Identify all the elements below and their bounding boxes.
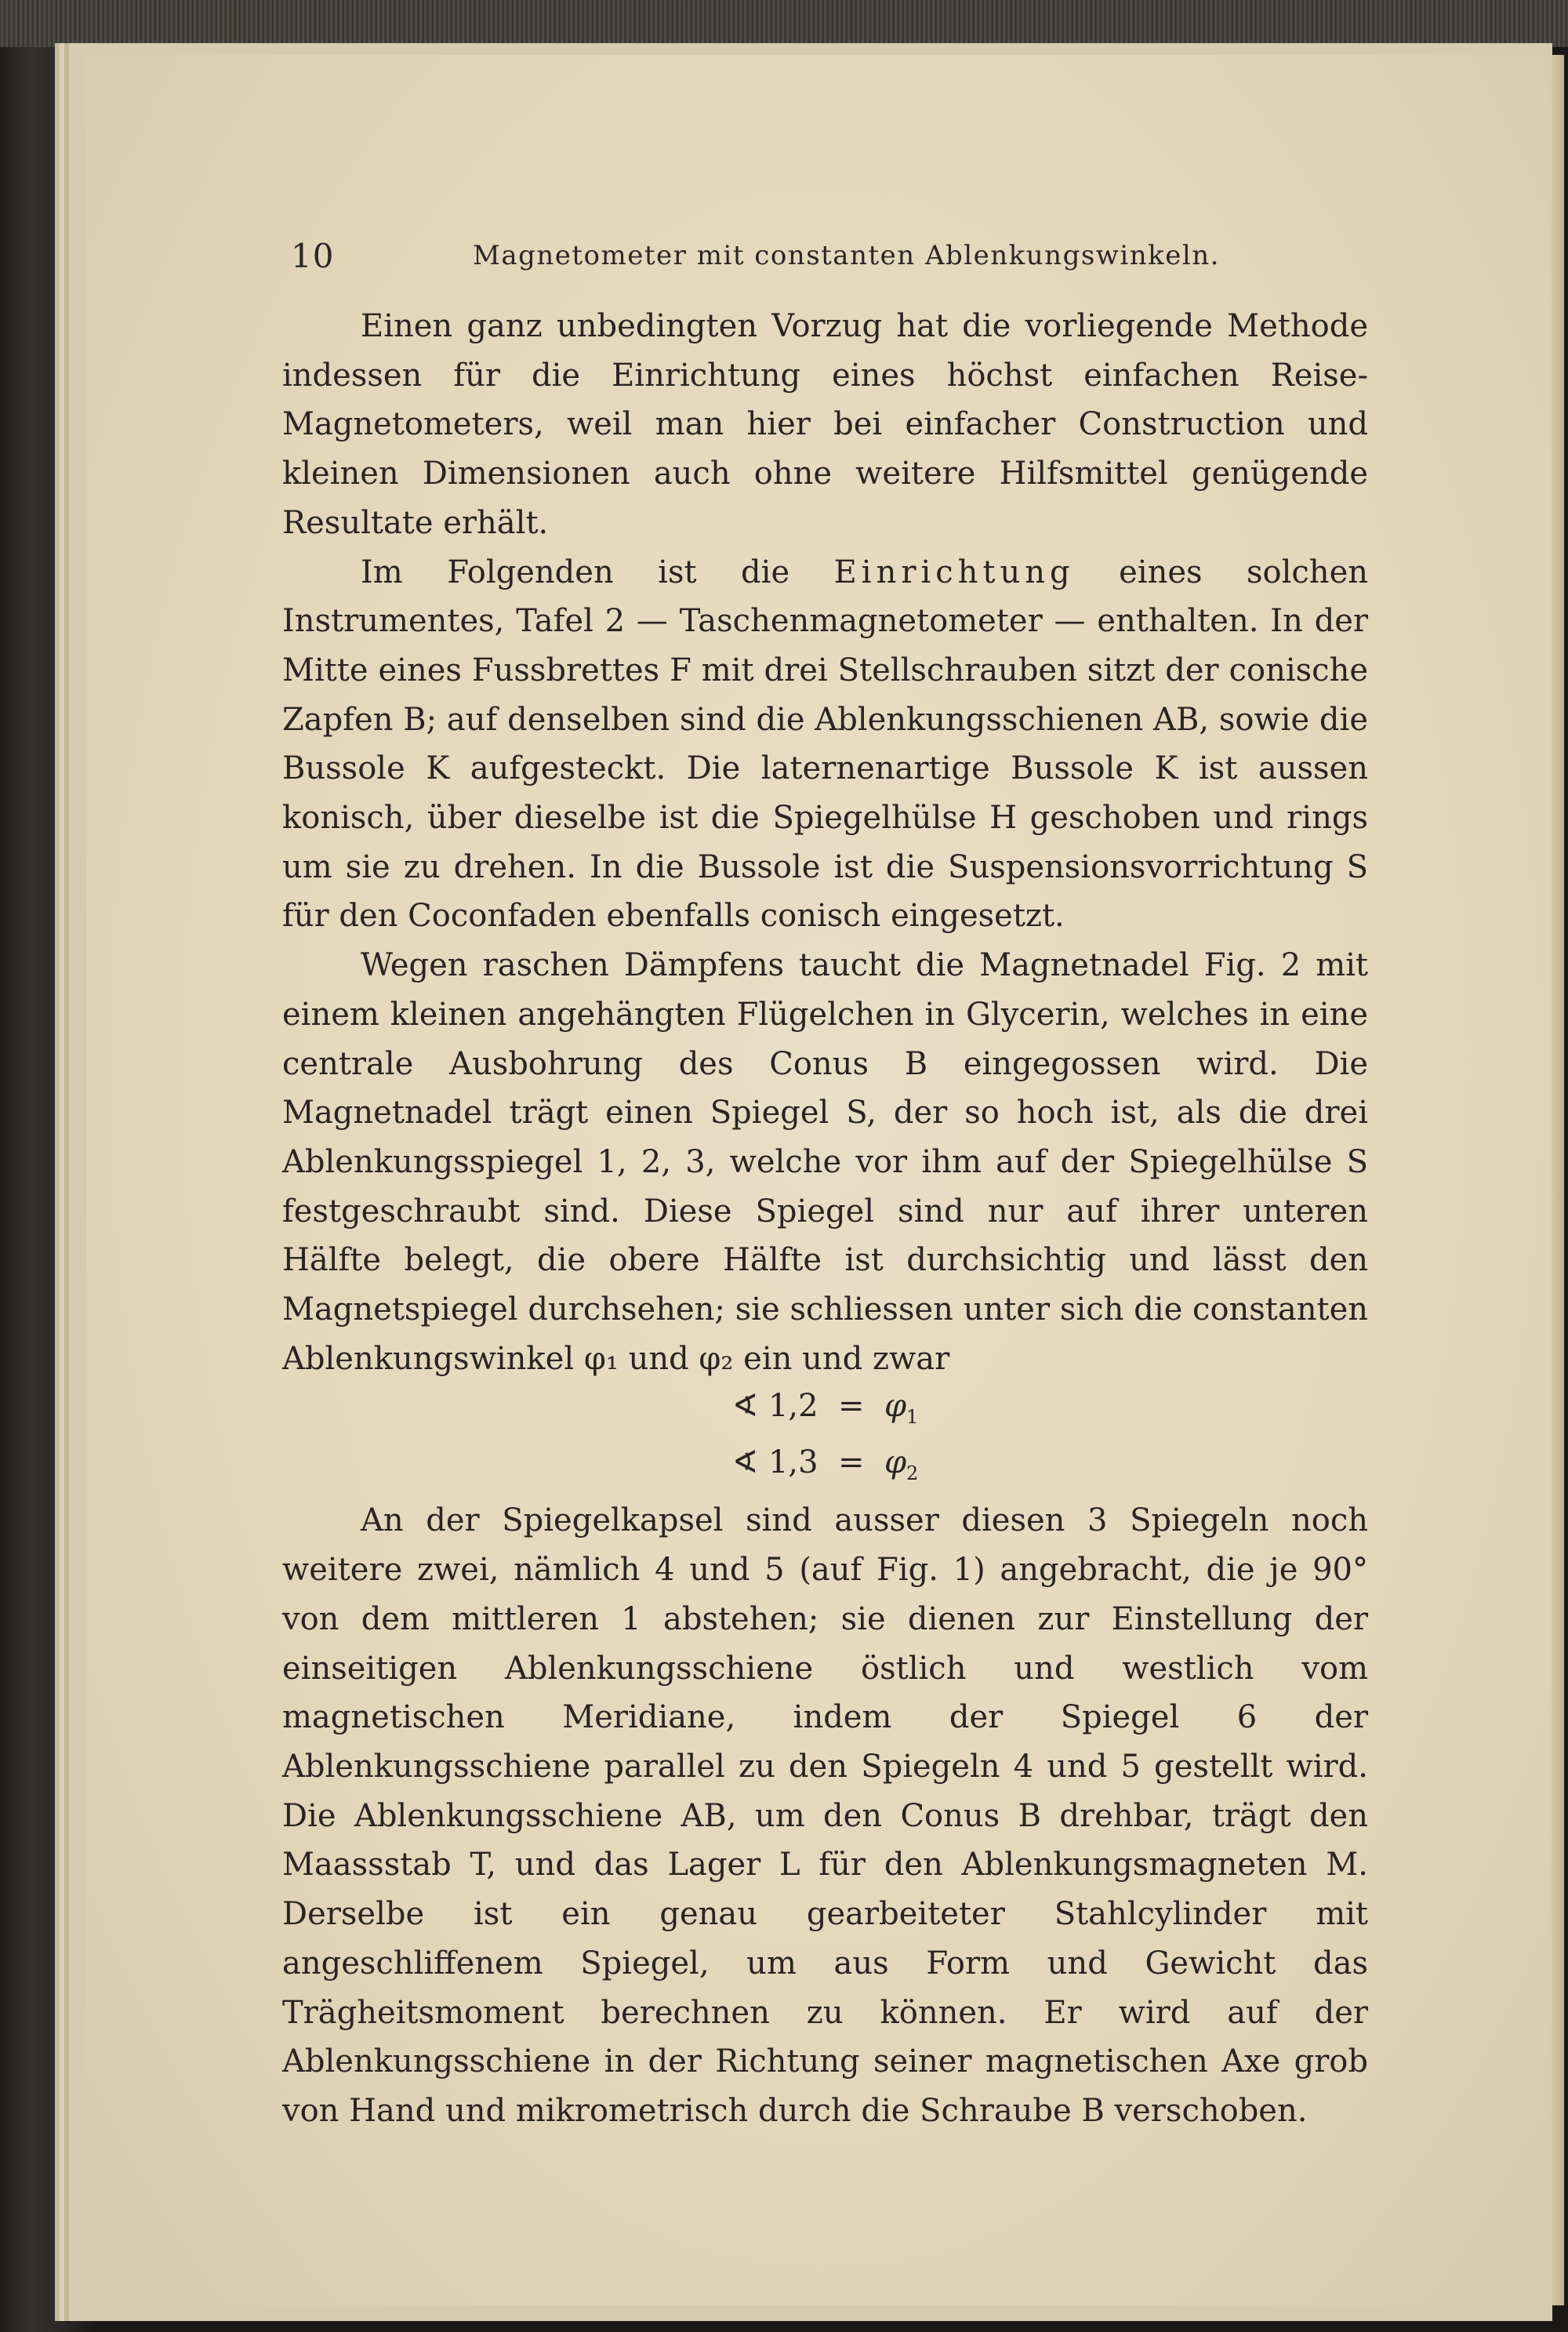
paragraph-1: Einen ganz unbedingten Vorzug hat die vorliegende Methode indessen für die Einrichtung eines höchst einfachen Reise-Magnetometers, weil man hier bei einfacher Construction und kleinen Dimensionen auch ohne weitere Hilfsmittel genügende Resultate erhält. (282, 308, 1368, 541)
formula-2-angle: ∢ 1,3 (731, 1444, 818, 1481)
formula-1 (282, 1383, 1368, 1440)
book-spine-top (0, 0, 1568, 47)
page-number: 10 (291, 237, 335, 275)
paragraph-3: Wegen raschen Dämpfens taucht die Magnetnadel Fig. 2 mit einem kleinen angehängten Flügelchen in Glycerin, welches in eine centrale Ausbohrung des Conus B eingegossen wird. Die Magnetnadel trägt einen Spiegel S, der so hoch ist, als die drei Ablenkungsspiegel 1, 2, 3, welche vor ihm auf der Spiegelhülse S festgeschraubt sind. Diese Spiegel sind nur auf ihrer unteren Hälfte belegt, die obere Hälfte ist durchsichtig und lässt den Magnetspiegel durchsehen; sie schliessen unter sich die constanten Ablenkungswinkel φ₁ und φ₂ ein und zwar (282, 947, 1368, 1377)
formula-2-sub: 2 (906, 1462, 919, 1485)
paragraph-4: An der Spiegelkapsel sind ausser diesen 3 Spiegeln noch weitere zwei, nämlich 4 und 5 (auf Fig. 1) angebracht, die je 90° von dem mittleren 1 abstehen; sie dienen zur Einstellung der einseitigen Ablenkungsschiene östlich und westlich vom magnetischen Meridiane, indem der Spiegel 6 der Ablenkungsschiene parallel zu den Spiegeln 4 und 5 gestellt wird. Die Ablenkungsschiene AB, um den Conus B drehbar, trägt den Maassstab T, und das Lager L für den Ablenkungsmagneten M. Derselbe ist ein genau gearbeiteter Stahlcylinder mit angeschliffenem Spiegel, um aus Form und Gewicht das Trägheitsmoment berechnen zu können. Er wird auf der Ablenkungsschiene in der Richtung seiner magnetischen Axe grob von Hand und mikrometrisch durch die Schraube B verschoben. (282, 1502, 1368, 2129)
formula-2-symbol: φ (884, 1444, 906, 1481)
formula-2 (282, 1440, 1368, 1496)
page-edge (1552, 55, 1564, 2305)
formula-1-eq: = (838, 1388, 865, 1425)
paragraph-2-start: Im Folgenden ist die (361, 554, 834, 590)
formula-1-symbol: φ (884, 1388, 906, 1425)
paragraph-2-rest: eines solchen Instrumentes, Tafel 2 — Taschenmagnetometer — enthalten. In der Mitte eines Fussbrettes F mit drei Stellschrauben sitzt der conische Zapfen B; auf denselben sind die Ablenkungsschienen AB, sowie die Bussole K aufgesteckt. Die laternenartige Bussole K ist aussen konisch, über dieselbe ist die Spiegelhülse H geschoben und rings um sie zu drehen. In die Bussole ist die Suspensionsvorrichtung S für den Coconfaden ebenfalls conisch eingesetzt. (282, 554, 1369, 935)
formula-1-angle: ∢ 1,2 (731, 1388, 818, 1425)
body-text (282, 302, 1368, 2136)
running-title: Magnetometer mit constanten Ablenkungswinkeln. (473, 240, 1220, 271)
page-header (198, 227, 1374, 274)
emphasis-einrichtung: Einrichtung (833, 554, 1075, 590)
paragraph-2 (282, 548, 1368, 942)
formula-2-eq: = (838, 1444, 865, 1481)
formula-1-sub: 1 (906, 1406, 919, 1429)
